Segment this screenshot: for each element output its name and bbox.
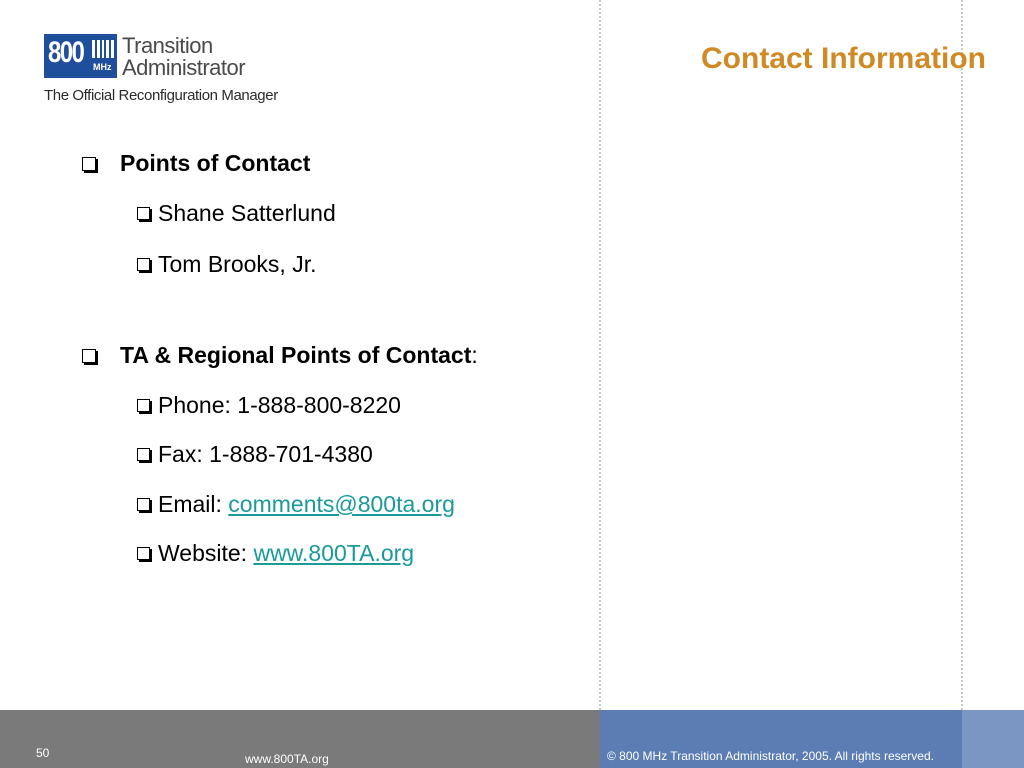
guide-line-left (599, 0, 601, 710)
email-item (137, 491, 455, 518)
phone-item (137, 392, 401, 419)
contact-item (137, 200, 336, 227)
logo-digits: 800 (48, 36, 84, 69)
email-label: Email: (158, 491, 229, 517)
footer-url: www.800TA.org (245, 752, 329, 766)
fax-item (137, 441, 373, 468)
copyright-notice: © 800 MHz Transition Administrator, 2005. All rights reserved. (607, 749, 934, 763)
checkbox-bullet-icon (137, 547, 150, 560)
guide-line-right (961, 0, 963, 710)
company-logo (44, 34, 304, 108)
website-link[interactable]: www.800TA.org (253, 540, 415, 566)
contact-name: Shane Satterlund (158, 200, 336, 226)
checkbox-bullet-icon (137, 448, 150, 461)
email-link[interactable]: comments@800ta.org (228, 491, 455, 517)
logo-mark (44, 34, 117, 78)
checkbox-bullet-icon (137, 399, 150, 412)
website-item (137, 540, 414, 567)
footer-bar-blue-light (962, 710, 1024, 768)
logo-unit: MHz (93, 62, 112, 72)
checkbox-bullet-icon (137, 207, 150, 220)
heading-colon: : (471, 342, 478, 368)
website-label: Website: (158, 540, 254, 566)
checkbox-bullet-icon (82, 349, 96, 363)
contact-name: Tom Brooks, Jr. (158, 251, 317, 277)
bullet-regional-contact (82, 342, 478, 369)
contact-item (137, 251, 316, 278)
logo-word-administrator: Administrator (122, 55, 246, 80)
regional-contact-heading: TA & Regional Points of Contact (120, 342, 472, 368)
bullet-points-of-contact (82, 150, 310, 177)
checkbox-bullet-icon (137, 498, 150, 511)
points-of-contact-heading: Points of Contact (120, 150, 311, 176)
logo-bars-icon (92, 40, 114, 58)
page-number: 50 (36, 746, 50, 760)
phone-text: Phone: 1-888-800-8220 (158, 392, 401, 418)
fax-text: Fax: 1-888-701-4380 (158, 441, 373, 467)
logo-tagline: The Official Reconfiguration Manager (44, 87, 278, 104)
page-title: Contact Information (701, 42, 986, 75)
checkbox-bullet-icon (137, 258, 150, 271)
logo-word-transition: Transition (122, 33, 213, 58)
checkbox-bullet-icon (82, 157, 96, 171)
